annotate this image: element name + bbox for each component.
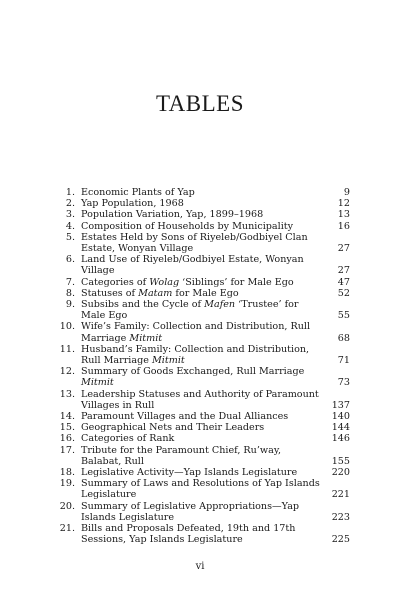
table-entry: [48, 422, 350, 433]
table-entry-number: 14.: [59, 411, 75, 423]
table-entry: [48, 299, 350, 321]
table-entry-number: 2.: [65, 198, 75, 210]
table-entry-number: 16.: [59, 433, 75, 445]
table-entry-number: 21.: [59, 523, 75, 535]
table-entry: [48, 277, 350, 288]
table-entry-title: Categories of Wolag ‘Siblings’ for Male Ego: [81, 276, 294, 288]
table-entry-page: 16: [337, 220, 350, 232]
table-entry-title: Husband’s Family: Collection and Distribution, Rull Marriage Mitmit: [81, 343, 310, 367]
table-entry: [48, 209, 350, 220]
table-entry-number: 10.: [59, 321, 75, 333]
table-entry-italic-term: Mitmit: [81, 377, 114, 389]
table-entry-page: 137: [331, 399, 350, 411]
table-entry-number: 20.: [59, 500, 75, 512]
table-entry-italic-term: Mitmit: [151, 355, 185, 367]
table-entry: [48, 411, 350, 422]
table-entry: [48, 523, 350, 545]
table-entry-page: 225: [331, 534, 350, 546]
table-entry-title: Legislative Activity—Yap Islands Legislature: [81, 467, 298, 479]
table-entry-number: 7.: [65, 276, 75, 288]
table-entry: [48, 288, 350, 299]
table-entry: [48, 445, 350, 467]
table-entry-number: 9.: [65, 299, 75, 311]
table-entry-page: 68: [337, 332, 350, 344]
table-entry-page: 71: [337, 355, 350, 367]
page-number: vi: [195, 561, 205, 572]
table-entry: [48, 232, 350, 254]
table-entry-number: 15.: [59, 422, 75, 434]
table-entry-title: Statuses of Matam for Male Ego: [81, 287, 239, 299]
table-entry-italic-term: Wolag: [149, 276, 180, 288]
table-entry: [48, 187, 350, 198]
table-entry: [48, 467, 350, 478]
table-entry-number: 12.: [59, 366, 75, 378]
table-entry-title: Composition of Households by Municipality: [81, 220, 294, 232]
table-entry-title: Estates Held by Sons of Riyeleb/Godbiyel Clan Estate, Wonyan Village: [81, 231, 308, 255]
table-entry-title: Categories of Rank: [81, 433, 175, 445]
table-entry-title: Summary of Goods Exchanged, Rull Marriage Mitmit: [81, 366, 305, 389]
table-entry-number: 6.: [65, 254, 75, 266]
table-entry-title: Population Variation, Yap, 1899–1968: [81, 209, 264, 221]
table-entry: [48, 389, 350, 411]
table-entry-title: Yap Population, 1968: [81, 198, 184, 210]
table-entry: [48, 344, 350, 366]
table-entry-page: 47: [337, 276, 350, 288]
table-entry-number: 3.: [65, 209, 75, 221]
table-entry-page: 73: [337, 377, 350, 389]
table-entry-number: 13.: [59, 388, 75, 400]
tables-list: [48, 187, 350, 546]
table-entry: [48, 366, 350, 388]
table-entry-italic-term: Mafen: [204, 299, 236, 311]
table-entry-number: 1.: [65, 187, 75, 198]
table-entry: [48, 433, 350, 444]
table-entry: [48, 321, 350, 343]
table-entry-title: Summary of Laws and Resolutions of Yap Islands Legislature: [81, 478, 320, 501]
table-entry: [48, 478, 350, 500]
table-entry-title: Summary of Legislative Appropriations—Yap Islands Legislature: [81, 500, 300, 523]
table-entry-page: 27: [337, 243, 350, 255]
table-entry: [48, 221, 350, 232]
table-entry-number: 5.: [65, 231, 75, 243]
table-entry-number: 19.: [59, 478, 75, 490]
table-entry-title: Wife’s Family: Collection and Distribution, Rull Marriage Mitmit: [81, 321, 311, 344]
table-entry-page: 221: [331, 489, 350, 501]
table-entry-page: 144: [331, 422, 350, 434]
table-entry-title: Economic Plants of Yap: [81, 187, 195, 198]
table-entry-number: 17.: [59, 444, 75, 456]
table-entry-page: 55: [337, 310, 350, 322]
table-entry-page: 52: [337, 287, 350, 299]
table-entry: [48, 254, 350, 276]
table-entry-number: 18.: [59, 467, 75, 479]
table-entry-page: 27: [337, 265, 350, 277]
table-entry-number: 8.: [65, 287, 75, 299]
table-entry-italic-term: Matam: [138, 287, 173, 299]
table-entry-page: 155: [331, 455, 350, 467]
table-entry-page: 140: [331, 411, 350, 423]
table-entry-title: Paramount Villages and the Dual Alliances: [81, 411, 289, 423]
table-entry-title: Tribute for the Paramount Chief, Ru’way, Balabat, Rull: [81, 444, 282, 467]
table-entry: [48, 501, 350, 523]
table-entry-page: 220: [331, 467, 350, 479]
table-entry-page: 9: [343, 187, 350, 198]
table-entry: [48, 198, 350, 209]
table-entry-title: Geographical Nets and Their Leaders: [81, 422, 265, 434]
table-entry-page: 146: [331, 433, 350, 445]
table-entry-number: 11.: [59, 343, 75, 355]
table-entry-title: Land Use of Riyeleb/Godbiyel Estate, Wonyan Village: [81, 254, 304, 277]
table-entry-number: 4.: [65, 220, 75, 232]
page-title: TABLES: [155, 91, 245, 117]
table-entry-title: Subsibs and the Cycle of Mafen ‘Trustee’ for Male Ego: [81, 299, 299, 322]
table-entry-italic-term: Mitmit: [129, 332, 163, 344]
table-entry-page: 223: [331, 511, 350, 523]
table-entry-title: Leadership Statuses and Authority of Paramount Villages in Rull: [81, 388, 319, 411]
table-entry-page: 12: [337, 198, 350, 210]
table-entry-page: 13: [337, 209, 350, 221]
table-entry-title: Bills and Proposals Defeated, 19th and 17th Sessions, Yap Islands Legislature: [81, 523, 296, 546]
